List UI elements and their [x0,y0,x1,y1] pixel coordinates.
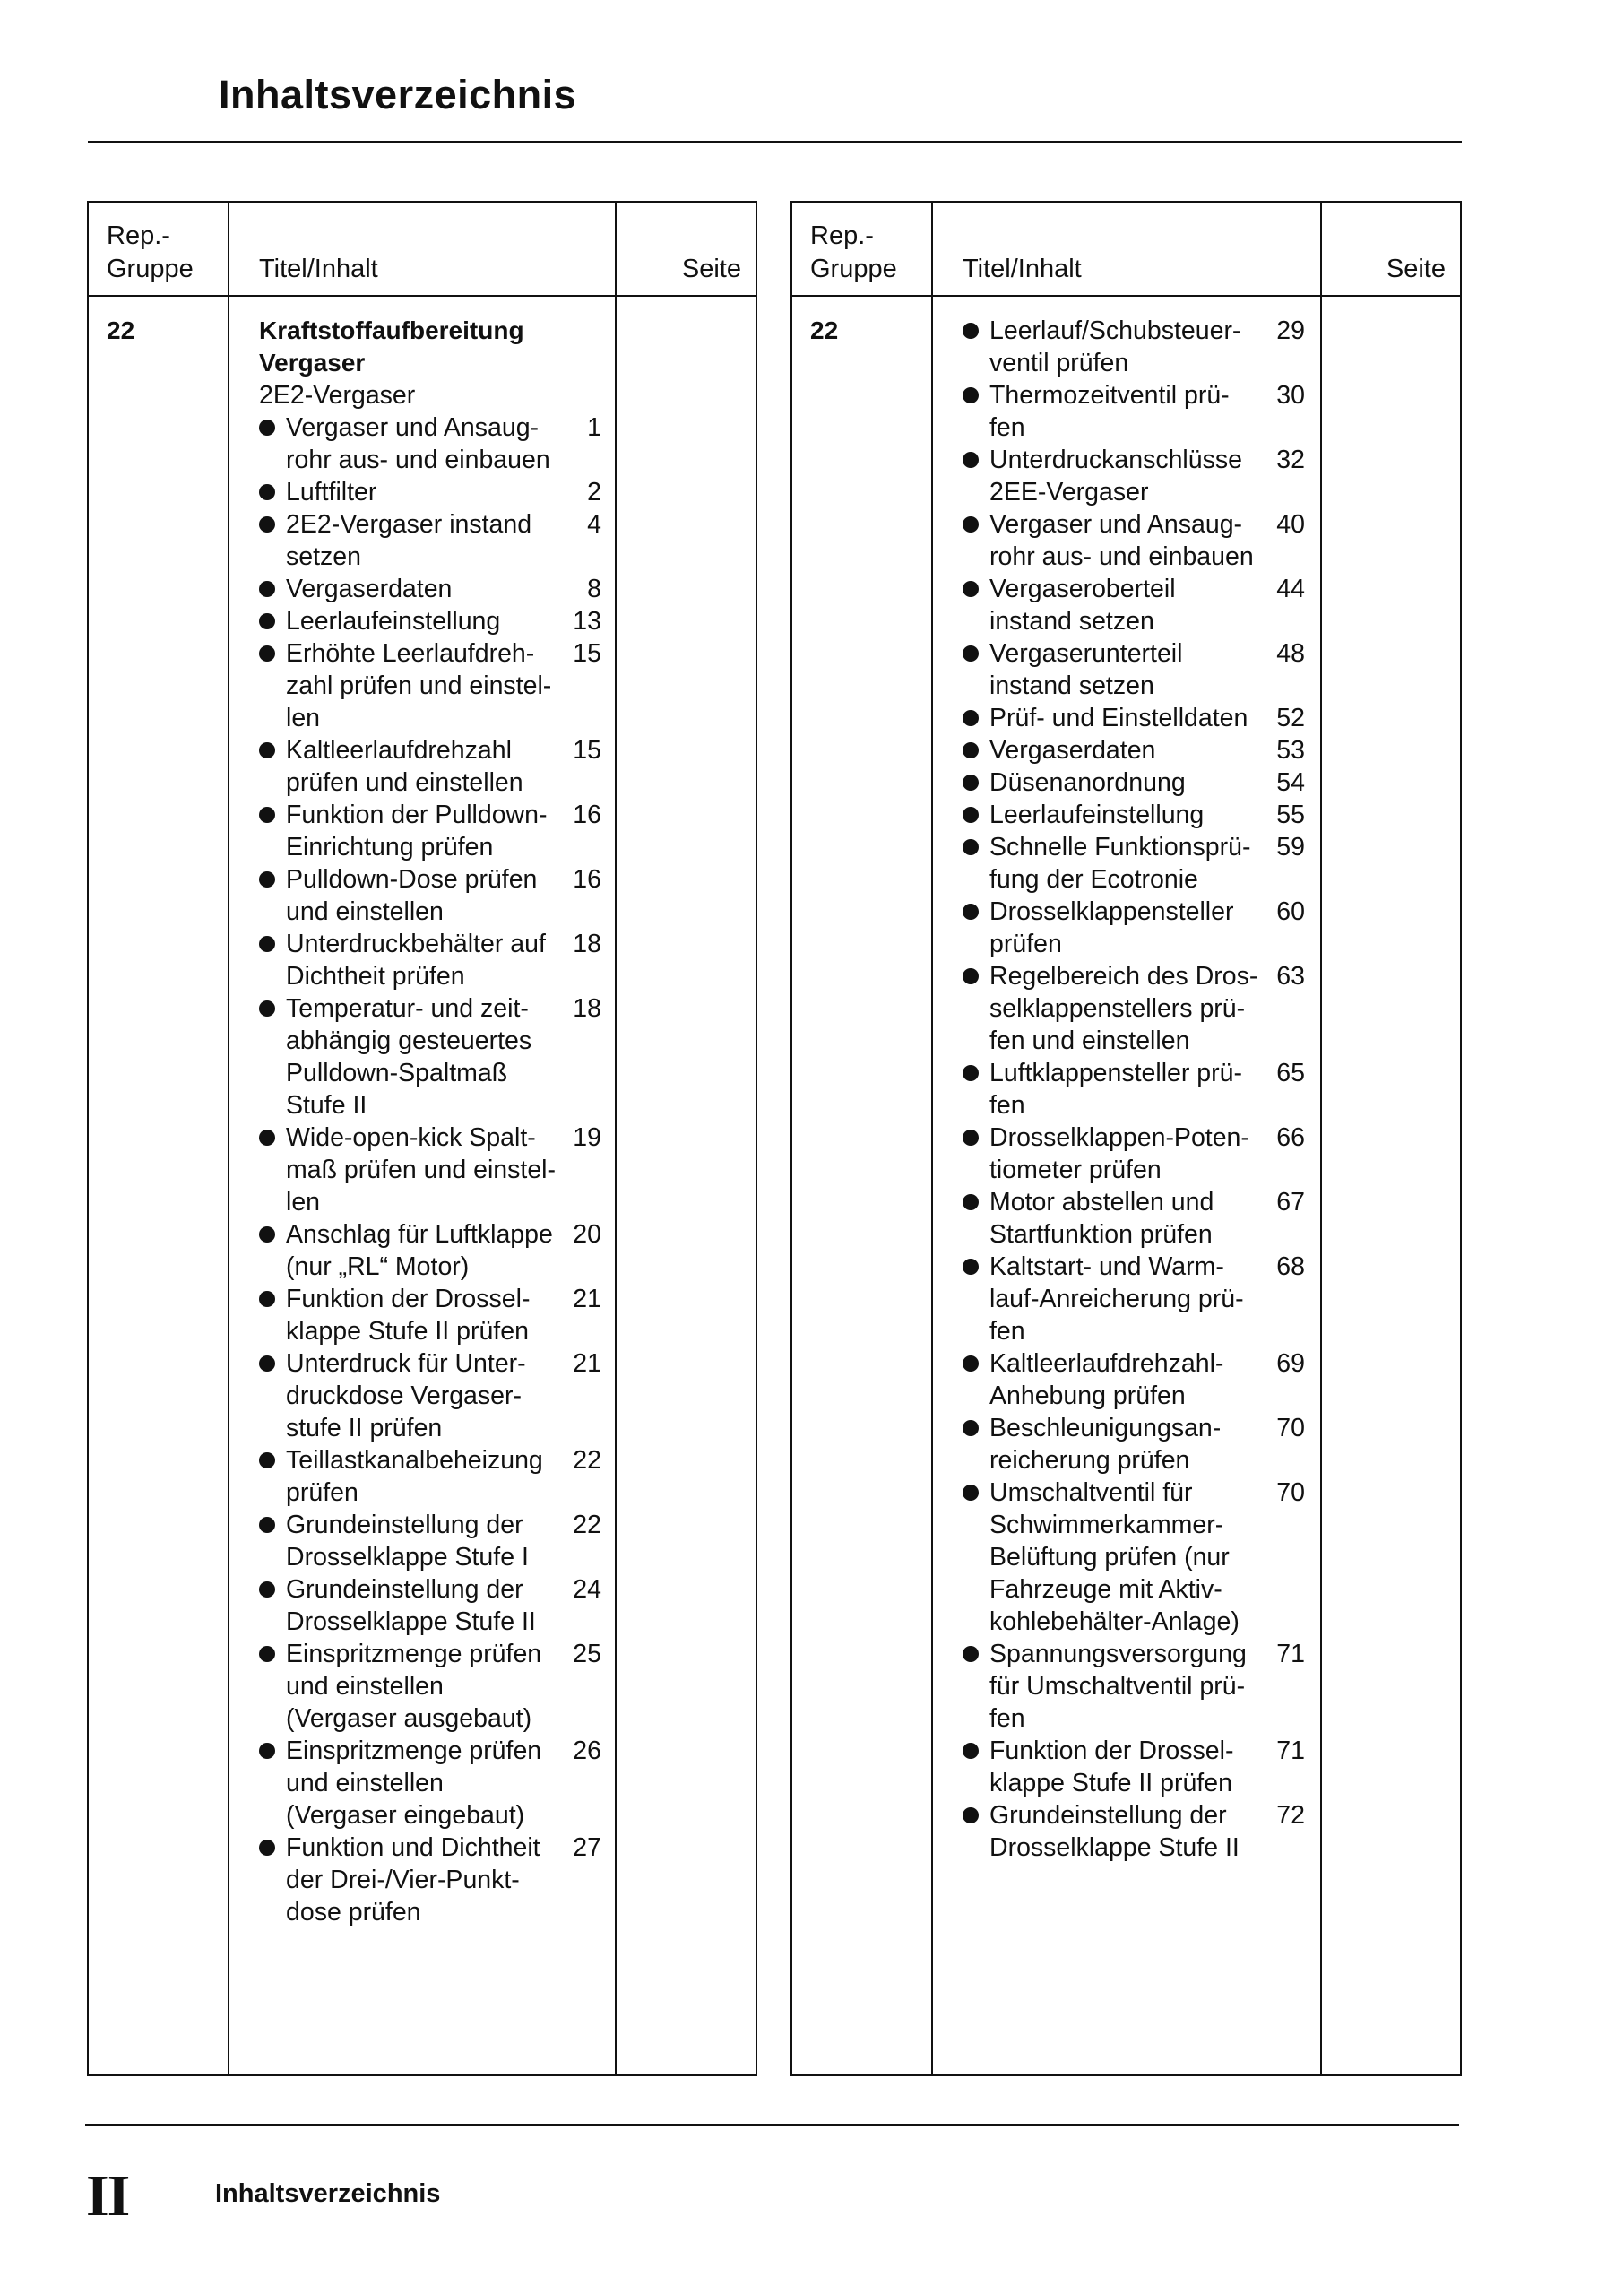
toc-entry [963,444,1460,508]
toc-entry-line: Drosselklappen-Poten- [989,1123,1249,1152]
toc-entry-line: Vergaserdaten [989,736,1156,765]
toc-entry [259,605,756,637]
header-group [810,220,897,286]
toc-entry [963,1057,1460,1122]
toc-entry [259,508,756,573]
toc-entry-page: 70 [1276,1478,1305,1507]
toc-entry [259,1573,756,1638]
bullet-icon [963,1130,979,1146]
bullet-icon [963,839,979,855]
toc-entry-line: Leerlaufeinstellung [989,801,1205,829]
toc-entry-line: Vergaserdaten [286,575,453,603]
toc-entry-line: prüfen und einstellen [286,768,523,797]
toc-entry [259,476,756,508]
toc-entry-page: 25 [573,1640,601,1668]
toc-entry-page: 13 [573,607,601,636]
column-divider [228,203,229,2074]
toc-entry [963,637,1460,702]
bullet-icon [963,452,979,468]
bullet-icon [259,645,275,662]
toc-entry-line: Grundeinstellung der [989,1801,1227,1830]
toc-entry-line: Pulldown-Spaltmaß [286,1059,508,1087]
toc-entry-page: 18 [573,994,601,1023]
toc-entry-page: 4 [587,510,601,539]
toc-entry-line: Unterdruckbehälter auf [286,930,546,958]
toc-entry-line: fen [989,1091,1025,1120]
toc-entry-line: Leerlaufeinstellung [286,607,501,636]
toc-entry-page: 15 [573,639,601,668]
toc-entry-line: Anschlag für Luftklappe [286,1220,553,1249]
toc-entry-page: 22 [573,1511,601,1539]
toc-entry [259,1283,756,1347]
toc-entry [963,1638,1460,1735]
toc-entry-page: 20 [573,1220,601,1249]
toc-entry-page: 16 [573,865,601,894]
toc-entry-line: Anhebung prüfen [989,1381,1186,1410]
bullet-icon [259,1291,275,1307]
toc-entry-line: Grundeinstellung der [286,1575,523,1604]
toc-entry [963,1122,1460,1186]
bullet-icon [963,1807,979,1823]
toc-entry-line: Drosselklappensteller [989,897,1234,926]
toc-entry-page: 72 [1276,1801,1305,1830]
toc-entry [259,411,756,476]
bullet-icon [259,1581,275,1598]
toc-entry-line: 2E2-Vergaser instand [286,510,532,539]
bullet-icon [259,581,275,597]
toc-entry-page: 21 [573,1285,601,1313]
toc-entry-line: reicherung prüfen [989,1446,1190,1475]
toc-entry-line: fen [989,413,1025,442]
toc-entry [259,1444,756,1509]
toc-entry-line: Luftklappensteller prü- [989,1059,1242,1087]
toc-entry-page: 27 [573,1833,601,1862]
toc-entry-line: Einspritzmenge prüfen [286,1640,542,1668]
toc-entry-page: 16 [573,801,601,829]
toc-entry-line: len [286,1188,321,1217]
toc-entry-page: 52 [1276,704,1305,732]
toc-entry-line: Vergaser und Ansaug- [286,413,540,442]
bullet-icon [963,968,979,984]
header-page: Seite [1386,255,1446,283]
bullet-icon [259,936,275,952]
toc-entry-page: 63 [1276,962,1305,991]
toc-entry [259,1122,756,1218]
toc-entry-line: Spannungsversorgung [989,1640,1247,1668]
toc-entry [259,928,756,992]
toc-entry-page: 48 [1276,639,1305,668]
header-title: Titel/Inhalt [963,255,1082,283]
toc-entry-page: 59 [1276,833,1305,862]
toc-entry-line: Stufe II [286,1091,367,1120]
toc-entry-line: Pulldown-Dose prüfen [286,865,538,894]
toc-entry [963,799,1460,831]
bullet-icon [963,904,979,920]
bullet-icon [963,1259,979,1275]
toc-entry-line: selklappenstellers prü- [989,994,1246,1023]
toc-entry [963,734,1460,766]
toc-entry [259,1832,756,1928]
toc-entry-line: der Drei-/Vier-Punkt- [286,1866,520,1894]
toc-entry-line: (nur „RL“ Motor) [286,1252,470,1281]
toc-entry [963,1735,1460,1799]
toc-entry-line: Wide-open-kick Spalt- [286,1123,536,1152]
bullet-icon [259,1840,275,1856]
entry-list-left [259,315,756,1928]
toc-entry [259,1735,756,1832]
toc-entry-line: und einstellen [286,1672,444,1701]
bullet-icon [963,387,979,403]
bullet-icon [963,807,979,823]
toc-entry-line: Umschaltventil für [989,1478,1193,1507]
toc-entry [963,1347,1460,1412]
toc-entry [259,1347,756,1444]
bullet-icon [963,710,979,726]
bullet-icon [963,645,979,662]
bullet-icon [259,1517,275,1533]
toc-entry-page: 71 [1276,1736,1305,1765]
toc-entry-line: fen [989,1704,1025,1733]
bullet-icon [963,1194,979,1210]
toc-entry [963,1412,1460,1477]
group-number: 22 [810,316,839,344]
page-title: Inhaltsverzeichnis [219,72,577,117]
left-entries [259,411,756,1928]
toc-table-right [790,201,1462,2076]
toc-entry-page: 53 [1276,736,1305,765]
toc-entry-line: ventil prüfen [989,349,1129,377]
toc-entry [963,1477,1460,1638]
toc-entry-page: 68 [1276,1252,1305,1281]
toc-entry-line: Fahrzeuge mit Aktiv- [989,1575,1222,1604]
toc-entry-page: 71 [1276,1640,1305,1668]
toc-entry-line: Funktion und Dichtheit [286,1833,540,1862]
bullet-icon [259,807,275,823]
toc-entry-line: druckdose Vergaser- [286,1381,522,1410]
toc-entry-line: Funktion der Drossel- [286,1285,531,1313]
toc-entry [963,1251,1460,1347]
toc-entry [259,1218,756,1283]
toc-entry-page: 18 [573,930,601,958]
toc-entry-line: Einrichtung prüfen [286,833,494,862]
toc-entry [963,831,1460,896]
toc-entry [963,1799,1460,1864]
toc-entry-line: Regelbereich des Dros- [989,962,1258,991]
toc-entry-line: Vergaserunterteil [989,639,1183,668]
toc-entry-line: Kaltleerlaufdrehzahl- [989,1349,1224,1378]
toc-entry-line: rohr aus- und einbauen [286,446,550,474]
header-divider [792,295,1460,297]
toc-entry-line: Drosselklappe Stufe I [286,1543,529,1572]
toc-entry-page: 69 [1276,1349,1305,1378]
bullet-icon [963,1646,979,1662]
header-divider [89,295,756,297]
bullet-icon [963,1485,979,1501]
toc-entry-page: 21 [573,1349,601,1378]
toc-entry-line: Motor abstellen und [989,1188,1214,1217]
toc-entry-page: 29 [1276,316,1305,345]
toc-entry-line: Funktion der Drossel- [989,1736,1234,1765]
toc-entry [963,1186,1460,1251]
bullet-icon [259,1743,275,1759]
header-group [107,220,194,286]
toc-entry [259,734,756,799]
toc-entry-page: 70 [1276,1414,1305,1442]
toc-entry [963,508,1460,573]
section-title: Kraftstoffaufbereitung [259,316,524,344]
toc-entry-page: 44 [1276,575,1305,603]
toc-entry [259,573,756,605]
toc-entry-line: zahl prüfen und einstel- [286,671,552,700]
bullet-icon [963,1065,979,1081]
toc-entry-line: fen und einstellen [989,1026,1190,1055]
bullet-icon [963,516,979,533]
toc-entry-line: Funktion der Pulldown- [286,801,548,829]
toc-entry-line: und einstellen [286,897,444,926]
column-divider [931,203,933,2074]
toc-entry-line: prüfen [989,930,1062,958]
toc-entry-line: Belüftung prüfen (nur [989,1543,1230,1572]
section-title: Vergaser [259,349,366,377]
toc-entry [963,315,1460,379]
toc-entry-page: 22 [573,1446,601,1475]
bullet-icon [259,484,275,500]
toc-table-left [87,201,757,2076]
toc-entry-line: setzen [286,542,361,571]
toc-entry-line: instand setzen [989,671,1154,700]
toc-entry-line: für Umschaltventil prü- [989,1672,1246,1701]
toc-entry-line: klappe Stufe II prüfen [286,1317,529,1346]
bullet-icon [259,1130,275,1146]
footer-rule [85,2124,1459,2126]
toc-entry-line: Startfunktion prüfen [989,1220,1213,1249]
bullet-icon [963,1420,979,1436]
bullet-icon [259,1000,275,1017]
group-number: 22 [107,316,135,344]
toc-entry-line: Vergaseroberteil [989,575,1176,603]
toc-entry [259,637,756,734]
toc-entry-page: 40 [1276,510,1305,539]
toc-entry-line: len [286,704,321,732]
footer-label: Inhaltsverzeichnis [215,2179,441,2208]
toc-entry-line: stufe II prüfen [286,1414,443,1442]
toc-entry-line: abhängig gesteuertes [286,1026,532,1055]
toc-entry [259,799,756,863]
toc-entry-page: 67 [1276,1188,1305,1217]
toc-entry-line: Leerlauf/Schubsteuer- [989,316,1241,345]
toc-entry-page: 26 [573,1736,601,1765]
section-subtitle: 2E2-Vergaser [259,381,416,410]
toc-entry-line: Düsenanordnung [989,768,1186,797]
bullet-icon [963,1355,979,1372]
bullet-icon [259,1646,275,1662]
toc-entry-line: Grundeinstellung der [286,1511,523,1539]
toc-entry-line: fung der Ecotronie [989,865,1198,894]
bullet-icon [259,871,275,888]
toc-entry [259,863,756,928]
bullet-icon [963,742,979,758]
toc-entry [963,896,1460,960]
toc-entry-page: 60 [1276,897,1305,926]
toc-entry-line: 2EE-Vergaser [989,478,1149,507]
header-page: Seite [681,255,741,283]
toc-entry-page: 8 [587,575,601,603]
toc-entry [963,766,1460,799]
toc-entry-page: 55 [1276,801,1305,829]
toc-entry-page: 30 [1276,381,1305,410]
toc-entry-line: Kaltleerlaufdrehzahl [286,736,512,765]
toc-entry-line: kohlebehälter-Anlage) [989,1607,1240,1636]
toc-entry-line: Unterdruck für Unter- [286,1349,526,1378]
toc-entry-page: 19 [573,1123,601,1152]
entry-list-right [963,315,1460,1864]
toc-entry-line: prüfen [286,1478,358,1507]
toc-entry-page: 65 [1276,1059,1305,1087]
toc-entry [963,702,1460,734]
toc-entry-line: fen [989,1317,1025,1346]
toc-entry-line: Einspritzmenge prüfen [286,1736,542,1765]
bullet-icon [963,581,979,597]
header-group-line2: Gruppe [107,255,194,283]
toc-entry-line: klappe Stufe II prüfen [989,1769,1232,1797]
toc-entry-line: Temperatur- und zeit- [286,994,529,1023]
toc-entry-line: und einstellen [286,1769,444,1797]
toc-entry-line: tiometer prüfen [989,1156,1162,1184]
toc-entry [259,1638,756,1735]
header-title: Titel/Inhalt [259,255,378,283]
toc-entry-page: 1 [587,413,601,442]
toc-entry [963,379,1460,444]
toc-entry-line: maß prüfen und einstel- [286,1156,556,1184]
toc-entry-line: Thermozeitventil prü- [989,381,1230,410]
bullet-icon [259,1226,275,1243]
toc-entry-line: dose prüfen [286,1898,421,1927]
toc-entry-page: 2 [587,478,601,507]
toc-entry-line: rohr aus- und einbauen [989,542,1254,571]
bullet-icon [259,742,275,758]
header-group-line1: Rep.- [810,221,874,250]
toc-entry-page: 54 [1276,768,1305,797]
toc-entry-page: 24 [573,1575,601,1604]
toc-entry-page: 32 [1276,446,1305,474]
toc-entry-line: Kaltstart- und Warm- [989,1252,1224,1281]
toc-entry-line: Schnelle Funktionsprü- [989,833,1251,862]
bullet-icon [259,613,275,629]
bullet-icon [963,775,979,791]
toc-entry-line: Drosselklappe Stufe II [286,1607,536,1636]
toc-entry [259,992,756,1122]
toc-entry [963,960,1460,1057]
toc-entry-line: Teillastkanalbeheizung [286,1446,543,1475]
bullet-icon [259,420,275,436]
header-group-line2: Gruppe [810,255,897,283]
toc-entry-line: Dichtheit prüfen [286,962,465,991]
toc-entry-line: (Vergaser ausgebaut) [286,1704,532,1733]
bullet-icon [259,1452,275,1468]
bullet-icon [963,1743,979,1759]
toc-entry-page: 15 [573,736,601,765]
bullet-icon [963,323,979,339]
toc-entry-line: Vergaser und Ansaug- [989,510,1243,539]
bullet-icon [259,1355,275,1372]
toc-entry-line: Schwimmerkammer- [989,1511,1224,1539]
toc-entry-line: (Vergaser eingebaut) [286,1801,525,1830]
bullet-icon [259,516,275,533]
toc-entry-line: lauf-Anreicherung prü- [989,1285,1244,1313]
toc-entry-line: Unterdruckanschlüsse [989,446,1242,474]
toc-entry [963,573,1460,637]
footer-page-number: II [86,2163,129,2229]
right-entries [963,315,1460,1864]
toc-entry [259,1509,756,1573]
header-rule [88,141,1462,143]
toc-entry-line: Erhöhte Leerlaufdreh- [286,639,535,668]
toc-entry-page: 66 [1276,1123,1305,1152]
header-group-line1: Rep.- [107,221,170,250]
toc-entry-line: Luftfilter [286,478,377,507]
toc-entry-line: Prüf- und Einstelldaten [989,704,1248,732]
toc-entry-line: Beschleunigungsan- [989,1414,1222,1442]
toc-entry-line: Drosselklappe Stufe II [989,1833,1240,1862]
toc-entry-line: instand setzen [989,607,1154,636]
